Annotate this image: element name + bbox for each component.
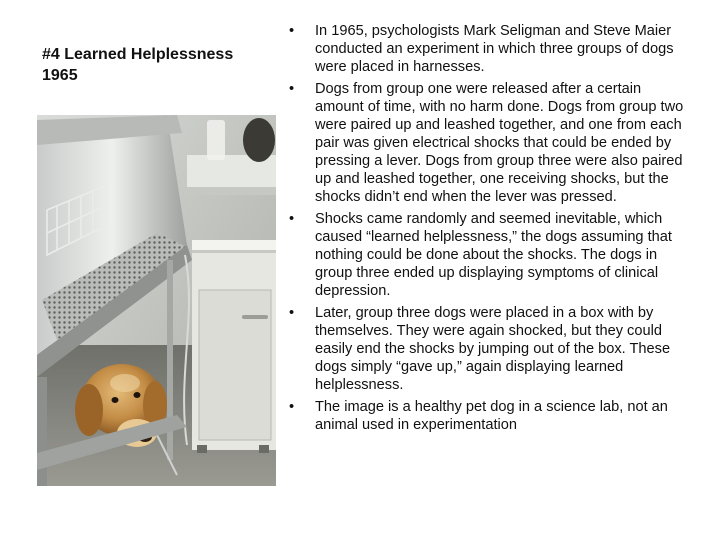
bullet-marker: •	[289, 305, 295, 321]
lab-dog-photo	[37, 115, 276, 486]
bullet-text: Shocks came randomly and seemed inevitable, which caused “learned helplessness,” the dogs assuming that nothing could be done about the shocks. The dogs in group three ended up displaying symptoms of clinical depression.	[315, 211, 672, 299]
photo-illustration	[37, 115, 276, 486]
bullet-text: In 1965, psychologists Mark Seligman and Steve Maier conducted an experiment in which three groups of dogs were placed in harnesses.	[315, 23, 674, 75]
title-line-1: #4 Learned Helplessness	[42, 46, 234, 63]
slide-title	[42, 44, 272, 86]
bullet-text: The image is a healthy pet dog in a science lab, not an animal used in experimentation	[315, 399, 668, 433]
title-line-2: 1965	[42, 67, 78, 84]
bullet-text: Later, group three dogs were placed in a box with by themselves. They were again shocked, but they could easily end the shocks by jumping out of the box. These dogs simply “gave up,” again displaying learned helplessness.	[315, 305, 671, 393]
bullet-item	[289, 304, 689, 394]
bullet-marker: •	[289, 23, 295, 39]
bullet-marker: •	[289, 399, 295, 415]
bullet-item	[289, 398, 689, 434]
bullet-list	[289, 22, 689, 438]
bullet-item	[289, 80, 689, 206]
bullet-marker: •	[289, 211, 295, 227]
bullet-item	[289, 210, 689, 300]
bullet-text: Dogs from group one were released after a certain amount of time, with no harm done. Dogs from group two were paired up and leashed together, and one from each pair was given electrical shocks that could be ended by pressing a lever. Dogs from group three were also paired up and leashed together, one receiving shocks, but the shocks didn’t end when the lever was pressed.	[315, 81, 684, 205]
bullet-item	[289, 22, 689, 76]
bullet-marker: •	[289, 81, 295, 97]
